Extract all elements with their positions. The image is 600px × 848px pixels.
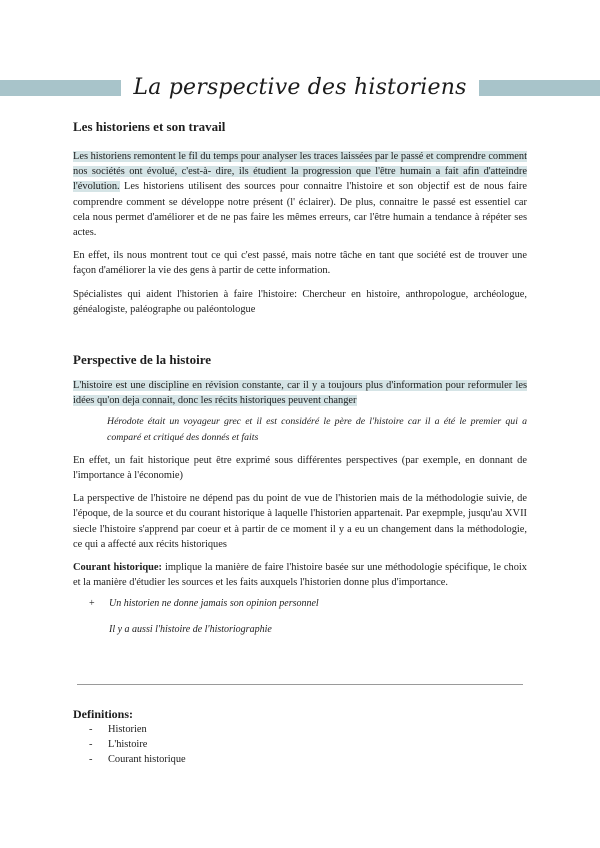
definitions-list [73,722,527,768]
horizontal-divider [77,684,523,685]
list-item [73,737,527,752]
paragraph-text: implique la manière de faire l'histoire basée sur une méthodologie spécifique, le choix et la manière d'étudier les sources et les faits auxquels l'historien donne plus d'importance. [73,562,527,589]
paragraph-society: En effet, ils nous montrent tout ce qui c'est passé, mais notre tâche en tant que société est de trouver une façon d'améliorer la vie des gens à partir de cette information. [73,250,527,277]
highlighted-text: L'histoire est une discipline en révision constante, car il y a toujours plus d'information pour reformuler les idées qu'on deja connait, donc les récits historiques peuvent changer [73,380,527,407]
paragraph-historians-intro [73,149,527,240]
list-item-text: Courant historique [108,754,186,766]
term-label: Courant historique: [73,562,162,574]
list-item [73,722,527,737]
paragraph-courant [73,560,527,590]
paragraph-perspectives: En effet, un fait historique peut être exprimé sous différentes perspectives (par exemple, en donnant de l'importance à l'économie) [73,454,527,482]
list-item [73,752,527,767]
bullet-text: Un historien ne donne jamais son opinion personnel [109,598,319,610]
bullet-continuation: Il y a aussi l'histoire de l'historiographie [109,623,272,635]
plus-bullet-icon: + [89,598,95,610]
page-title: La perspective des historiens [121,74,478,102]
dash-bullet: - [89,739,93,751]
quote-herodotus: Hérodote était un voyageur grec et il est considéré le père de l'histoire car il a été le premier qui a comparé et critiqué des donnés et faits [107,416,527,443]
section-heading-historians: Les historiens et son travail [73,119,226,134]
definitions-heading: Definitions: [73,707,133,721]
section-heading-perspective: Perspective de la histoire [73,352,212,368]
list-item-text: L'histoire [108,739,148,751]
main-content [73,118,527,637]
highlighted-text: Les historiens remontent le fil du temps pour analyser les traces laissées par le passé et comprendre comment nos sociétés ont évolué, c'est-à- dire, ils étudient la progression que l'être humain a fait afin d'atteindre l'évolution. [73,151,527,193]
dash-bullet: - [89,754,93,766]
paragraph-specialists: Spécialistes qui aident l'historien à faire l'histoire: Chercheur en histoire, anthropologue, archéologue, généalogiste, paléographe ou paléontologue [73,288,527,315]
paragraph-methodology: La perspective de l'histoire ne dépend pas du point de vue de l'historien mais de la méthodologie suivie, de l'époque, de la source et du courant historique à laquelle l'historien appartenait. Par exepmple, jusqu'au XVII siecle l'histoire s'apprend par coeur et à partir de ce moment il y a eu un changement dans la méthodologie, ce qui a affecté aux récits historiques [73,493,527,550]
dash-bullet: - [89,724,93,735]
paragraph-revision [73,378,527,408]
definitions-section [73,706,527,768]
paragraph-text: Les historiens utilisent des sources pour connaitre l'histoire et son objectif est de nous faire comprendre comment se développe notre présent (l' éclairer). De plus, connaitre le passé est essentiel car cela nous permet d'améliorer et de ne pas faire les mêmes erreurs, car l'être humain a tendance à répéter ses actes. [73,181,527,239]
list-item-text: Historien [108,724,147,735]
bullet-item [89,596,527,611]
title-wrap [0,74,600,102]
